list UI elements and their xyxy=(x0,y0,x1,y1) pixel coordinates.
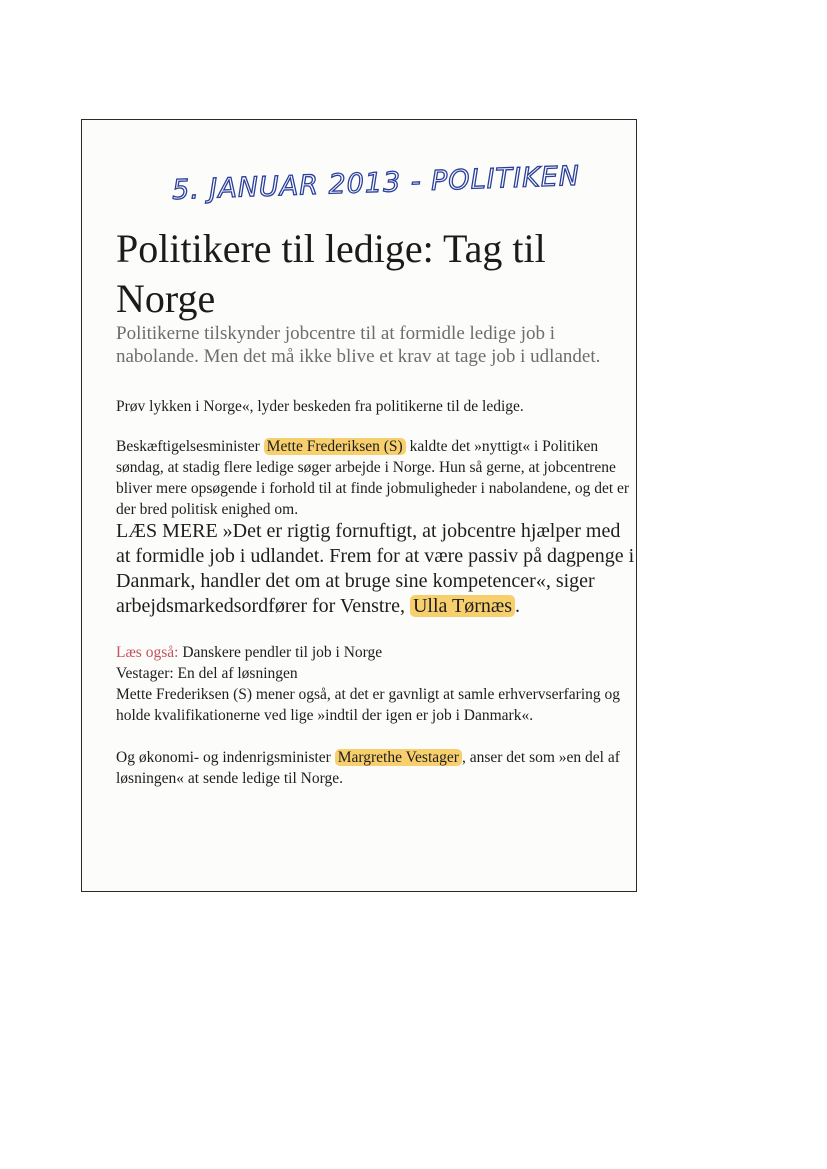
article-lead: Politikerne tilskynder jobcentre til at formidle ledige job i nabolande. Men det må ikke blive et krav at tage job i udlandet. xyxy=(116,323,601,367)
paragraph-1-before: Beskæftigelsesminister xyxy=(116,438,260,455)
quote-text: LÆS MERE »Det er rigtig fornuftigt, at jobcentre hjælper med at formidle job i udlandet. Frem for at være passiv på dagpenge i Danmark, handler det om at bruge sine kompetencer«, siger arbejdsmarkedsordfører for Venstre, xyxy=(116,520,635,617)
paragraph-2: Mette Frederiksen (S) mener også, at det er gavnligt at samle erhvervserfaring og holde kvalifikationerne ved lige »indtil der igen er job i Danmark«. xyxy=(116,686,620,724)
quote-end: . xyxy=(515,595,521,617)
highlight-margrethe-vestager: Margrethe Vestager xyxy=(335,749,462,766)
handwritten-note-text: 5. JANUAR 2013 - POLITIKEN xyxy=(171,160,581,206)
read-also-link-2[interactable]: Vestager: En del af løsningen xyxy=(116,665,298,682)
handwritten-date-note xyxy=(171,160,581,210)
read-also-label: Læs også: xyxy=(116,644,179,661)
read-also xyxy=(116,642,636,663)
highlight-mette-frederiksen: Mette Frederiksen (S) xyxy=(264,438,406,455)
paragraph-3 xyxy=(116,747,636,789)
read-also-link-2-line xyxy=(116,663,636,684)
quote-paragraph xyxy=(116,519,636,619)
paragraph-1-after: kaldte det »nyttigt« i Politiken søndag, at stadig flere ledige søger arbejde i Norge. Hun så gerne, at jobcentrene bliver mere opsøgende i forhold til at finde jobmuligheder i nabolandene, og det er der bred politisk enighed om. xyxy=(116,438,630,518)
highlight-ulla-tornaes: Ulla Tørnæs xyxy=(410,595,515,617)
article-intro: Prøv lykken i Norge«, lyder beskeden fra politikerne til de ledige. xyxy=(116,398,524,415)
paragraph-1 xyxy=(116,436,636,520)
paragraph-3-before: Og økonomi- og indenrigsminister xyxy=(116,749,331,766)
read-also-link-1[interactable]: Danskere pendler til job i Norge xyxy=(182,644,383,661)
paragraph-3-after: , anser det som »en del af løsningen« at sende ledige til Norge. xyxy=(116,749,620,787)
article-headline: Politikere til ledige: Tag til Norge xyxy=(116,226,546,321)
scanned-article xyxy=(81,119,637,892)
